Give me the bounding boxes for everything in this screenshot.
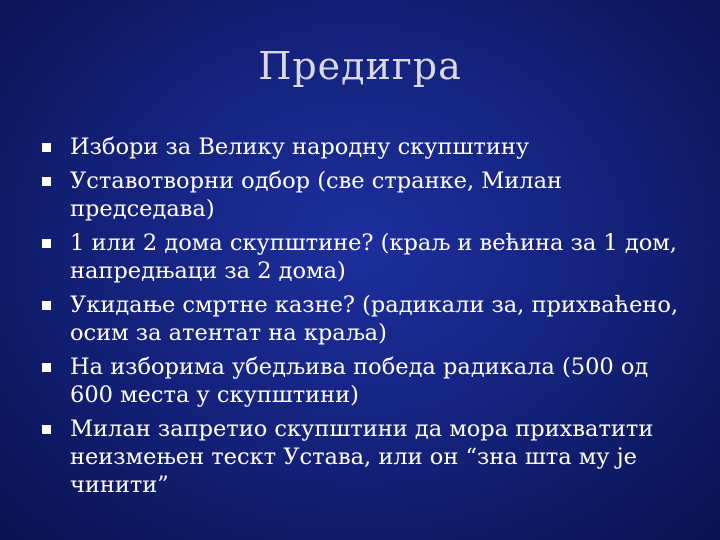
bullet-list [42, 133, 682, 505]
square-bullet-icon [42, 363, 51, 372]
bullet-text: 1 или 2 дома скупштине? (краљ и већина за 1 дом, напредњаци за 2 дома) [70, 230, 677, 284]
list-item [42, 353, 682, 409]
list-item [42, 229, 682, 285]
slide-title: Предигра [258, 44, 462, 88]
bullet-text: Избори за Велику народну скупштину [70, 134, 530, 160]
square-bullet-icon [42, 143, 51, 152]
list-item [42, 291, 682, 347]
square-bullet-icon [42, 425, 51, 434]
square-bullet-icon [42, 239, 51, 248]
bullet-text: Укидање смртне казне? (радикали за, прихваћено, осим за атентат на краља) [70, 292, 679, 346]
list-item [42, 167, 682, 223]
square-bullet-icon [42, 301, 51, 310]
bullet-text: Милан запретио скупштини да мора прихватити неизмењен тескт Устава, или он “зна шта му је чинити” [70, 416, 654, 498]
list-item [42, 133, 682, 161]
list-item [42, 415, 682, 499]
bullet-text: На изборима убедљива победа радикала (500 од 600 места у скупштини) [70, 354, 649, 408]
bullet-text: Уставотворни одбор (све странке, Милан председава) [70, 168, 562, 222]
square-bullet-icon [42, 177, 51, 186]
